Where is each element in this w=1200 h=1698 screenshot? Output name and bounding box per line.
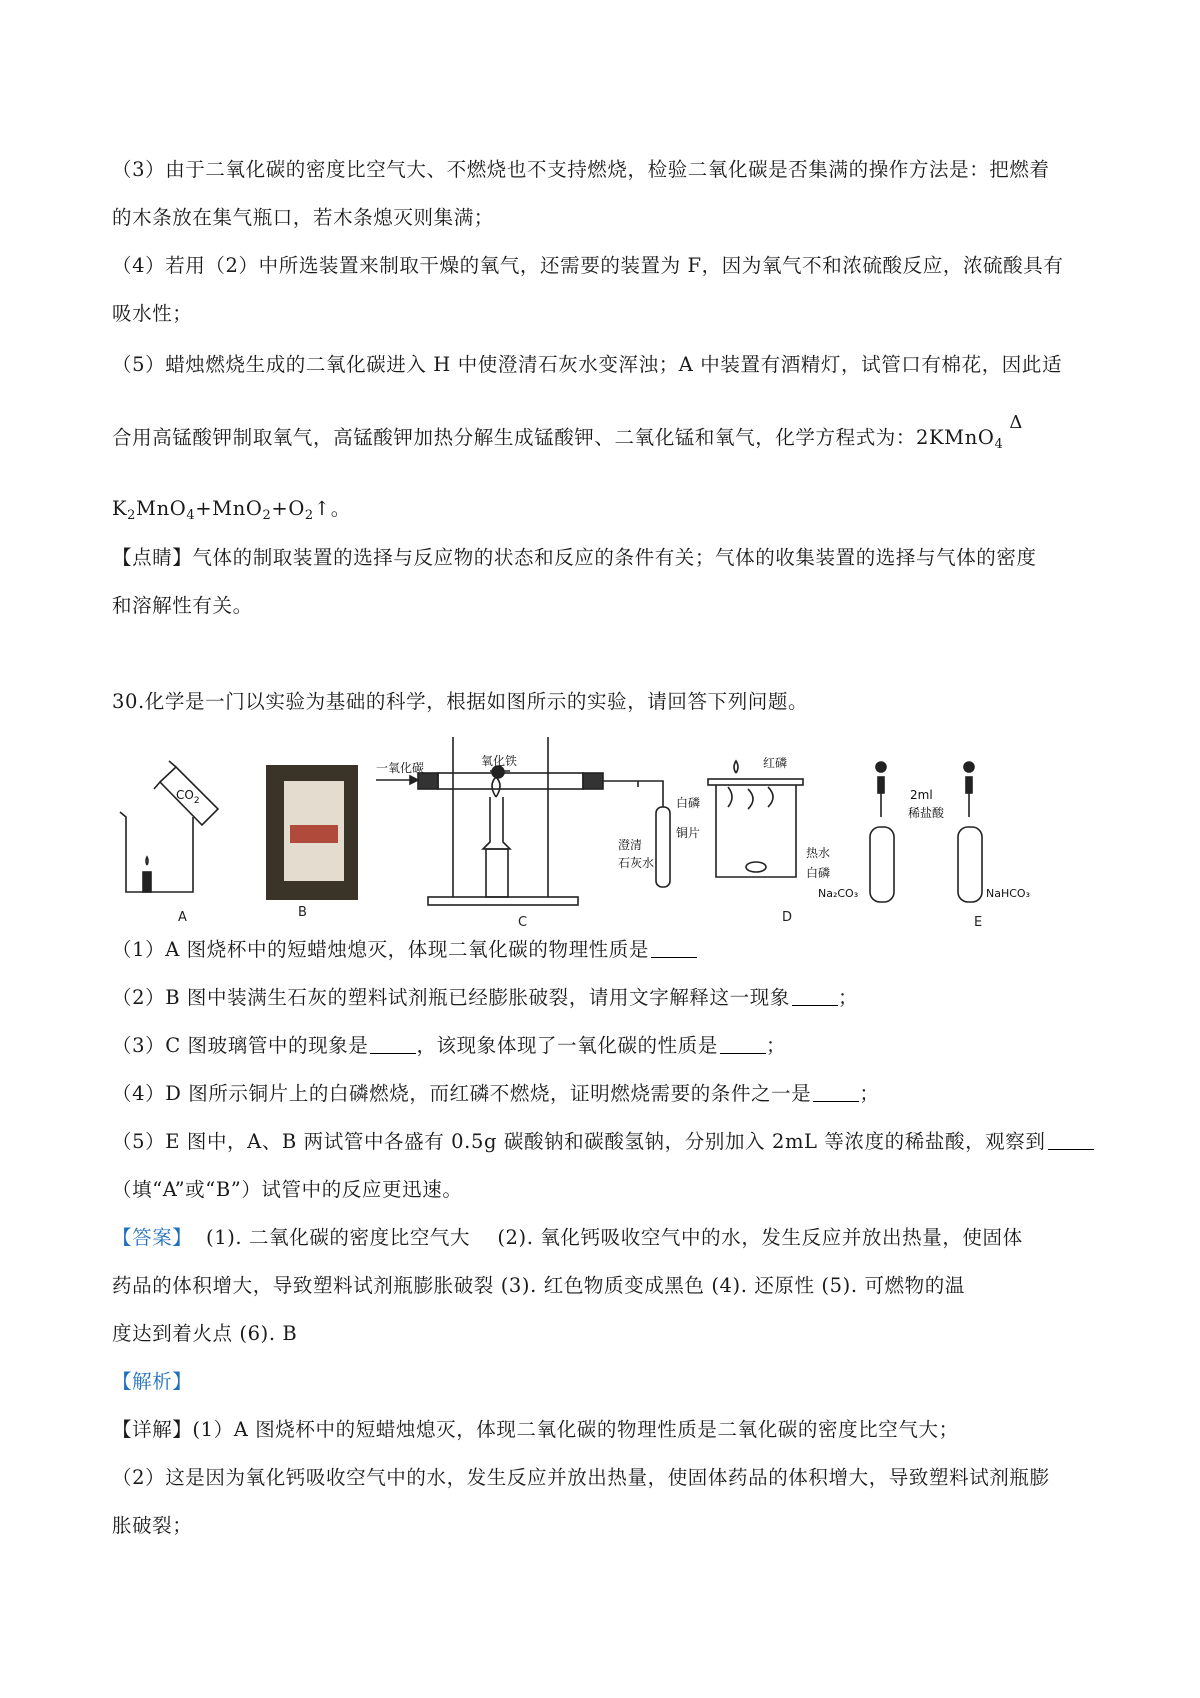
- eq-sub: 2: [127, 508, 137, 523]
- answer-blank: [720, 1033, 766, 1054]
- question-5-line-1: [112, 1127, 1102, 1157]
- eq-plus-mno: +MnO: [195, 497, 263, 520]
- label-dilute-hcl: 稀盐酸: [908, 806, 945, 820]
- paragraph-5-line-1: （5）蜡烛燃烧生成的二氧化碳进入 H 中使澄清石灰水变浑浊；A 中装置有酒精灯，试管口有棉花，因此适: [112, 353, 1063, 376]
- eq-sub: 4: [186, 508, 196, 523]
- paragraph-4-line-1: （4）若用（2）中所选装置来制取干燥的氧气，还需要的装置为 F，因为氧气不和浓硫酸反应，浓硫酸具有: [112, 254, 1064, 277]
- label-limewater-1: 澄清: [618, 838, 643, 852]
- answer-blank: [1048, 1129, 1094, 1150]
- heat-delta-symbol: Δ: [1009, 412, 1023, 433]
- label-white-phosphorus-top: 白磷: [676, 796, 701, 810]
- dianjing-line-1: 【点睛】气体的制取装置的选择与反应物的状态和反应的条件有关；气体的收集装置的选择与气体的密度: [112, 546, 1037, 569]
- eq-end: ↑。: [313, 497, 351, 520]
- detail-line-1: 【详解】(1）A 图烧杯中的短蜡烛熄灭，体现二氧化碳的物理性质是二氧化碳的密度比空气大；: [112, 1418, 959, 1441]
- figure-e-apparatus: [870, 762, 982, 902]
- eq-k: K: [112, 497, 128, 520]
- experiment-diagram: [118, 737, 1098, 917]
- figure-a-beaker: [120, 761, 218, 892]
- answer-line-2: 药品的体积增大，导致塑料试剂瓶膨胀破裂 (3). 红色物质变成黑色 (4). 还原性 (5). 可燃物的温: [112, 1274, 965, 1297]
- caption-a: A: [178, 910, 187, 925]
- q5-text: （5）E 图中，A、B 两试管中各盛有 0.5g 碳酸钠和碳酸氢钠，分别加入 2mL 等浓度的稀盐酸，观察到: [112, 1130, 1046, 1153]
- paragraph-3-line-1: （3）由于二氧化碳的密度比空气大、不燃烧也不支持燃烧，检验二氧化碳是否集满的操作方法是：把燃着: [112, 158, 1050, 181]
- q2-text: （2）B 图中装满生石灰的塑料试剂瓶已经膨胀破裂，请用文字解释这一现象: [112, 986, 790, 1009]
- label-co-gas: 一氧化碳: [376, 761, 425, 775]
- answer-text-1: (1). 二氧化碳的密度比空气大 (2). 氧化钙吸收空气中的水，发生反应并放出热量，使固体: [192, 1226, 1023, 1249]
- caption-e: E: [974, 915, 983, 930]
- question-4: [112, 1079, 1102, 1109]
- label-hot-water: 热水: [806, 846, 831, 860]
- q2-end: ；: [837, 986, 859, 1009]
- question-5-line-2: （填“A”或“B”）试管中的反应更迅速。: [112, 1178, 463, 1201]
- label-red-phosphorus: 红磷: [763, 756, 788, 770]
- detail-line-3: 胀破裂；: [112, 1514, 193, 1537]
- label-limewater-2: 石灰水: [618, 856, 655, 870]
- label-copper-plate: 铜片: [676, 826, 701, 840]
- label-iron-oxide: 氧化铁: [481, 754, 518, 768]
- detail-line-2: （2）这是因为氧化钙吸收空气中的水，发生反应并放出热量，使固体药品的体积增大，导致塑料试剂瓶膨: [112, 1466, 1050, 1489]
- caption-c: C: [518, 915, 528, 930]
- paragraph-4-line-2: 吸水性；: [112, 302, 193, 325]
- equation-products: [112, 494, 1102, 531]
- q4-end: ；: [859, 1082, 880, 1105]
- paragraph-5-text: 合用高锰酸钾制取氧气，高锰酸钾加热分解生成锰酸钾、二氧化锰和氧气，化学方程式为：2KMnO: [112, 426, 995, 449]
- experiment-figure: [118, 737, 1098, 921]
- question-30-stem: 30.化学是一门以实验为基础的科学，根据如图所示的实验，请回答下列问题。: [112, 690, 809, 713]
- q3-end: ；: [765, 1034, 787, 1057]
- q3-text-a: （3）C 图玻璃管中的现象是: [112, 1034, 369, 1057]
- dianjing-line-2: 和溶解性有关。: [112, 594, 253, 617]
- question-1: [112, 935, 1102, 965]
- q4-text: （4）D 图所示铜片上的白磷燃烧，而红磷不燃烧，证明燃烧需要的条件之一是: [112, 1082, 812, 1105]
- question-3: [112, 1031, 1102, 1061]
- eq-plus-o: +O: [271, 497, 305, 520]
- answer-blank: [651, 937, 697, 958]
- analysis-label: 【解析】: [112, 1370, 193, 1393]
- caption-d: D: [782, 910, 793, 925]
- label-2ml: 2ml: [910, 788, 933, 802]
- caption-b: B: [298, 905, 307, 920]
- question-2: [112, 983, 1102, 1013]
- answer-blank: [813, 1081, 859, 1102]
- answer-blank: [792, 985, 838, 1006]
- q1-text: （1）A 图烧杯中的短蜡烛熄灭，体现二氧化碳的物理性质是: [112, 938, 649, 961]
- paragraph-5-line-2: [112, 412, 1102, 460]
- paragraph-3-line-2: 的木条放在集气瓶口，若木条熄灭则集满；: [112, 206, 494, 229]
- answer-label: 【答案】: [112, 1226, 193, 1249]
- eq-sub: 2: [262, 508, 272, 523]
- answer-line-3: 度达到着火点 (6). B: [112, 1322, 298, 1345]
- label-co2: $CO_2$: [176, 788, 200, 806]
- eq-mno: MnO: [136, 497, 187, 520]
- figure-d-apparatus: [708, 761, 803, 877]
- label-white-phosphorus-bottom: 白磷: [806, 866, 831, 880]
- equation-subscript: 4: [994, 437, 1004, 452]
- label-nahco3: NaHCO₃: [986, 887, 1030, 900]
- eq-sub: 2: [304, 508, 314, 523]
- answer-blank: [370, 1033, 416, 1054]
- q3-text-b: ，该现象体现了一氧化碳的性质是: [416, 1034, 718, 1057]
- answer-line-1: [112, 1223, 1102, 1253]
- label-na2co3: Na₂CO₃: [818, 887, 859, 900]
